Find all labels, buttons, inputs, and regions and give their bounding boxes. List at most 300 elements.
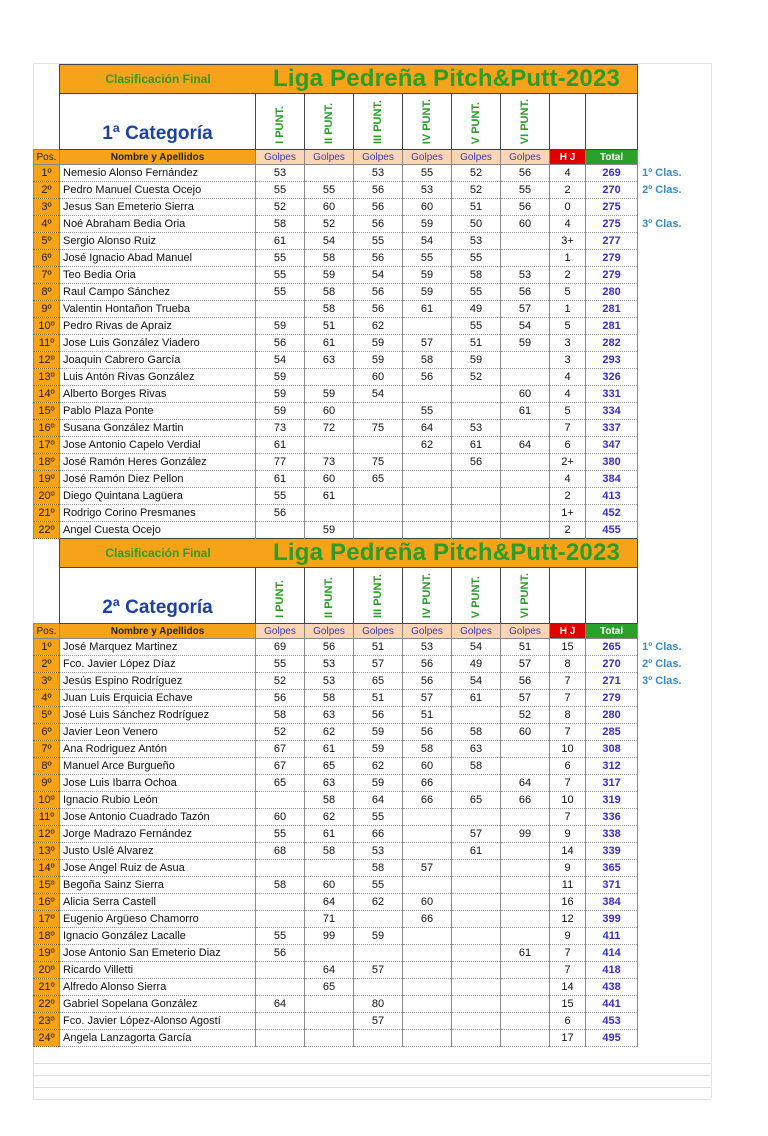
player-row [34, 809, 712, 826]
classification-note: 3º Clas. [642, 675, 682, 687]
hj-value: 6 [550, 1013, 586, 1030]
total-score: 453 [586, 1013, 638, 1030]
position-cell: 23º [34, 1013, 60, 1030]
position-cell: 18º [34, 454, 60, 471]
round-header [452, 568, 501, 624]
round-score: 57 [501, 656, 550, 673]
round-score: 52 [452, 369, 501, 386]
player-row [34, 318, 712, 335]
title-banner-row [34, 65, 712, 94]
position-cell: 21º [34, 505, 60, 522]
round-score: 66 [403, 775, 452, 792]
round-score: 53 [501, 267, 550, 284]
hj-value: 6 [550, 758, 586, 775]
round-score [452, 707, 501, 724]
round-header [305, 94, 354, 150]
total-score: 277 [586, 233, 638, 250]
round-score [452, 911, 501, 928]
position-cell: 12º [34, 826, 60, 843]
player-name: Jorge Madrazo Fernández [60, 826, 256, 843]
round-score: 61 [256, 437, 305, 454]
total-score: 336 [586, 809, 638, 826]
round-score: 66 [354, 826, 403, 843]
round-score: 64 [354, 792, 403, 809]
round-score [403, 809, 452, 826]
round-score [305, 369, 354, 386]
hj-value: 9 [550, 826, 586, 843]
player-name: Ignacio Rubio León [60, 792, 256, 809]
player-row [34, 826, 712, 843]
round-score: 56 [354, 199, 403, 216]
player-row [34, 369, 712, 386]
player-row [34, 250, 712, 267]
round-score: 65 [305, 979, 354, 996]
position-cell: 19º [34, 945, 60, 962]
round-label: III PUNT. [371, 99, 384, 144]
position-cell: 10º [34, 318, 60, 335]
blank-cell [638, 539, 712, 568]
total-score: 308 [586, 741, 638, 758]
round-score [354, 505, 403, 522]
classification-note [638, 690, 712, 707]
standings-table [33, 64, 712, 1047]
classification-note [638, 962, 712, 979]
blank-cell [34, 568, 60, 624]
round-score: 54 [256, 352, 305, 369]
round-score: 75 [354, 454, 403, 471]
player-name: Ana Rodriguez Antón [60, 741, 256, 758]
round-score: 57 [354, 962, 403, 979]
round-score [305, 505, 354, 522]
round-score: 57 [452, 826, 501, 843]
round-score: 61 [403, 301, 452, 318]
total-header-box [586, 94, 638, 150]
player-row [34, 233, 712, 250]
round-score: 59 [452, 352, 501, 369]
empty-row [33, 1076, 711, 1088]
total-score: 282 [586, 335, 638, 352]
round-score [305, 437, 354, 454]
round-score [305, 860, 354, 877]
hj-value: 4 [550, 216, 586, 233]
round-score: 61 [305, 741, 354, 758]
round-score [501, 911, 550, 928]
round-score [452, 505, 501, 522]
round-score: 58 [452, 724, 501, 741]
classification-note [638, 826, 712, 843]
classification-note [638, 437, 712, 454]
clasificacion-final-label: Clasificación Final [105, 546, 211, 560]
classification-note [638, 420, 712, 437]
round-score: 59 [354, 724, 403, 741]
player-row [34, 843, 712, 860]
round-score: 52 [501, 707, 550, 724]
player-name: Luis Antón Rivas González [60, 369, 256, 386]
hj-value: 12 [550, 911, 586, 928]
position-cell: 11º [34, 335, 60, 352]
player-row [34, 673, 712, 690]
position-cell: 10º [34, 792, 60, 809]
classification-note [638, 454, 712, 471]
golpes-header: Golpes [305, 624, 354, 639]
round-score: 52 [256, 673, 305, 690]
round-score [403, 488, 452, 505]
round-score: 56 [256, 335, 305, 352]
position-cell: 9º [34, 775, 60, 792]
round-score: 56 [256, 690, 305, 707]
round-score [403, 454, 452, 471]
round-score [403, 522, 452, 539]
classification-note [638, 707, 712, 724]
round-score: 52 [256, 199, 305, 216]
hj-value: 5 [550, 403, 586, 420]
round-score [501, 1013, 550, 1030]
category-header-row [34, 94, 712, 150]
clasificacion-final-label: Clasificación Final [105, 72, 211, 86]
classification-note [638, 301, 712, 318]
golpes-header: Golpes [256, 150, 305, 165]
round-score [256, 1030, 305, 1047]
round-score [452, 488, 501, 505]
hj-value: 7 [550, 809, 586, 826]
total-score: 452 [586, 505, 638, 522]
total-score: 326 [586, 369, 638, 386]
classification-note [638, 945, 712, 962]
total-score: 399 [586, 911, 638, 928]
total-score: 365 [586, 860, 638, 877]
round-score: 54 [354, 267, 403, 284]
hj-value: 3 [550, 352, 586, 369]
empty-row [33, 1052, 711, 1064]
round-header [256, 94, 305, 150]
empty-spreadsheet-rows [33, 1052, 711, 1100]
position-cell: 17º [34, 437, 60, 454]
round-score: 60 [354, 369, 403, 386]
round-score: 53 [403, 182, 452, 199]
player-row [34, 928, 712, 945]
round-score [305, 1030, 354, 1047]
round-score: 60 [501, 386, 550, 403]
round-score [403, 505, 452, 522]
round-score: 59 [256, 369, 305, 386]
category-header-row [34, 568, 712, 624]
round-score: 99 [305, 928, 354, 945]
total-score: 293 [586, 352, 638, 369]
title-banner-row [34, 539, 712, 568]
round-score: 61 [256, 471, 305, 488]
round-score [501, 758, 550, 775]
player-row [34, 522, 712, 539]
round-score: 56 [354, 707, 403, 724]
classification-note [638, 386, 712, 403]
round-score: 51 [305, 318, 354, 335]
player-name: Jesus San Emeterio Sierra [60, 199, 256, 216]
hj-value: 1 [550, 301, 586, 318]
round-score: 56 [256, 945, 305, 962]
category-title: 2ª Categoría [102, 597, 213, 618]
player-row [34, 979, 712, 996]
round-score: 61 [305, 826, 354, 843]
standings-body [34, 65, 712, 1047]
player-name: Jose Angel Ruiz de Asua [60, 860, 256, 877]
round-score [256, 962, 305, 979]
player-name: Angela Lanzagorta García [60, 1030, 256, 1047]
total-score: 279 [586, 267, 638, 284]
round-score: 59 [305, 386, 354, 403]
player-name: Teo Bedia Oria [60, 267, 256, 284]
total-score: 279 [586, 690, 638, 707]
player-name: José Marquez Martinez [60, 639, 256, 656]
round-score: 54 [403, 233, 452, 250]
player-name: Alberto Borges Rivas [60, 386, 256, 403]
player-row [34, 437, 712, 454]
round-score [354, 1030, 403, 1047]
blank-cell [638, 568, 712, 624]
hj-value: 5 [550, 284, 586, 301]
round-score [305, 165, 354, 182]
hj-value: 10 [550, 741, 586, 758]
position-cell: 5º [34, 707, 60, 724]
title-banner [60, 539, 638, 568]
total-score: 438 [586, 979, 638, 996]
round-score [256, 860, 305, 877]
total-score: 411 [586, 928, 638, 945]
round-header [501, 568, 550, 624]
round-score [452, 945, 501, 962]
round-score: 60 [403, 199, 452, 216]
round-score: 54 [354, 386, 403, 403]
round-score: 59 [501, 335, 550, 352]
round-score [256, 979, 305, 996]
hj-value: 2 [550, 182, 586, 199]
round-score: 59 [256, 318, 305, 335]
round-score: 56 [354, 216, 403, 233]
round-score [403, 1013, 452, 1030]
player-name: Jose Luis González Viadero [60, 335, 256, 352]
round-score: 61 [305, 488, 354, 505]
player-row [34, 386, 712, 403]
round-score: 58 [403, 352, 452, 369]
round-score: 58 [403, 741, 452, 758]
classification-note [638, 809, 712, 826]
round-score [501, 250, 550, 267]
total-score: 265 [586, 639, 638, 656]
total-score: 338 [586, 826, 638, 843]
round-score: 53 [305, 656, 354, 673]
round-score: 58 [354, 860, 403, 877]
classification-note [638, 1013, 712, 1030]
hj-header-box [550, 94, 586, 150]
round-score: 51 [403, 707, 452, 724]
hj-value: 3 [550, 335, 586, 352]
player-name: Pedro Manuel Cuesta Ocejo [60, 182, 256, 199]
round-header [403, 568, 452, 624]
round-score: 67 [256, 758, 305, 775]
round-score: 63 [305, 775, 354, 792]
round-score: 75 [354, 420, 403, 437]
position-cell: 3º [34, 673, 60, 690]
total-score: 270 [586, 182, 638, 199]
round-score: 58 [305, 690, 354, 707]
hj-value: 2+ [550, 454, 586, 471]
round-score [452, 894, 501, 911]
position-cell: 13º [34, 843, 60, 860]
round-score [354, 945, 403, 962]
round-score [403, 996, 452, 1013]
player-row [34, 911, 712, 928]
round-score [452, 403, 501, 420]
category-title: 1ª Categoría [102, 123, 213, 144]
round-score: 55 [403, 250, 452, 267]
round-score [354, 403, 403, 420]
round-header [403, 94, 452, 150]
round-score: 54 [501, 318, 550, 335]
round-score: 55 [256, 488, 305, 505]
golpes-header: Golpes [256, 624, 305, 639]
round-score: 99 [501, 826, 550, 843]
total-score: 441 [586, 996, 638, 1013]
player-row [34, 758, 712, 775]
round-score: 51 [452, 199, 501, 216]
round-score [501, 843, 550, 860]
banner-content [60, 539, 637, 567]
round-score [354, 488, 403, 505]
player-row [34, 741, 712, 758]
classification-note: 1º Clas. [642, 641, 682, 653]
hj-value: 8 [550, 707, 586, 724]
player-name: Joaquin Cabrero García [60, 352, 256, 369]
classification-note: 2º Clas. [642, 184, 682, 196]
round-header [305, 568, 354, 624]
round-score: 51 [354, 690, 403, 707]
hj-value: 11 [550, 877, 586, 894]
player-name: José Ramón Diez Pellon [60, 471, 256, 488]
round-score: 55 [354, 877, 403, 894]
round-score [305, 996, 354, 1013]
classification-note [638, 1030, 712, 1047]
round-label: II PUNT. [322, 103, 335, 144]
player-name: Fco. Javier López-Alonso Agostí [60, 1013, 256, 1030]
total-score: 275 [586, 199, 638, 216]
total-score: 270 [586, 656, 638, 673]
round-score: 53 [452, 420, 501, 437]
hj-value: 4 [550, 165, 586, 182]
total-score: 281 [586, 318, 638, 335]
round-score: 53 [354, 843, 403, 860]
round-score: 65 [305, 758, 354, 775]
hj-value: 2 [550, 488, 586, 505]
total-score: 337 [586, 420, 638, 437]
player-name: Diego Quintana Lagüera [60, 488, 256, 505]
round-score [501, 454, 550, 471]
total-score: 418 [586, 962, 638, 979]
round-score [403, 877, 452, 894]
round-score: 59 [354, 352, 403, 369]
round-header [452, 94, 501, 150]
position-cell: 22º [34, 522, 60, 539]
player-name: Ignacio González Lacalle [60, 928, 256, 945]
round-score: 61 [452, 437, 501, 454]
round-score: 63 [305, 707, 354, 724]
player-row [34, 267, 712, 284]
round-score: 60 [305, 877, 354, 894]
player-row [34, 488, 712, 505]
player-row [34, 945, 712, 962]
round-score: 59 [305, 267, 354, 284]
round-score: 55 [256, 182, 305, 199]
round-score: 62 [354, 894, 403, 911]
classification-note [638, 522, 712, 539]
hj-value: 3+ [550, 233, 586, 250]
round-score: 49 [452, 301, 501, 318]
player-row [34, 690, 712, 707]
position-cell: 16º [34, 420, 60, 437]
golpes-header: Golpes [501, 150, 550, 165]
classification-note [638, 369, 712, 386]
player-name: Rodrigo Corino Presmanes [60, 505, 256, 522]
player-row [34, 1013, 712, 1030]
blank-cell [638, 65, 712, 94]
round-label: IV PUNT. [420, 98, 433, 144]
round-score [452, 996, 501, 1013]
total-score: 371 [586, 877, 638, 894]
classification-note [638, 250, 712, 267]
total-score: 312 [586, 758, 638, 775]
league-title: Liga Pedreña Pitch&Putt-2023 [273, 539, 621, 566]
round-score: 55 [256, 826, 305, 843]
round-score: 64 [305, 962, 354, 979]
player-name: Pedro Rivas de Apraiz [60, 318, 256, 335]
total-score: 285 [586, 724, 638, 741]
round-score: 56 [501, 199, 550, 216]
player-name: Jose Antonio Capelo Verdial [60, 437, 256, 454]
classification-note [638, 877, 712, 894]
golpes-header: Golpes [452, 150, 501, 165]
round-score: 52 [452, 182, 501, 199]
hj-value: 16 [550, 894, 586, 911]
round-score [452, 809, 501, 826]
player-row [34, 352, 712, 369]
player-name: Nemesio Alonso Fernández [60, 165, 256, 182]
category-cell [60, 568, 256, 624]
round-score: 61 [501, 403, 550, 420]
total-score: 279 [586, 250, 638, 267]
player-name: Javier Leon Venero [60, 724, 256, 741]
round-score: 56 [354, 301, 403, 318]
round-score: 55 [256, 656, 305, 673]
round-score [256, 522, 305, 539]
standings-sheet [33, 64, 711, 1047]
round-score [501, 369, 550, 386]
round-score [403, 1030, 452, 1047]
hj-value: 0 [550, 199, 586, 216]
round-score: 62 [305, 809, 354, 826]
round-score: 58 [256, 707, 305, 724]
round-score [305, 1013, 354, 1030]
player-row [34, 199, 712, 216]
round-score [501, 979, 550, 996]
player-row [34, 894, 712, 911]
position-cell: 17º [34, 911, 60, 928]
round-score: 59 [403, 267, 452, 284]
round-score: 58 [305, 792, 354, 809]
round-score: 55 [501, 182, 550, 199]
position-cell: 24º [34, 1030, 60, 1047]
position-cell: 19º [34, 471, 60, 488]
hj-value: 7 [550, 962, 586, 979]
round-score: 57 [354, 1013, 403, 1030]
round-score: 52 [305, 216, 354, 233]
